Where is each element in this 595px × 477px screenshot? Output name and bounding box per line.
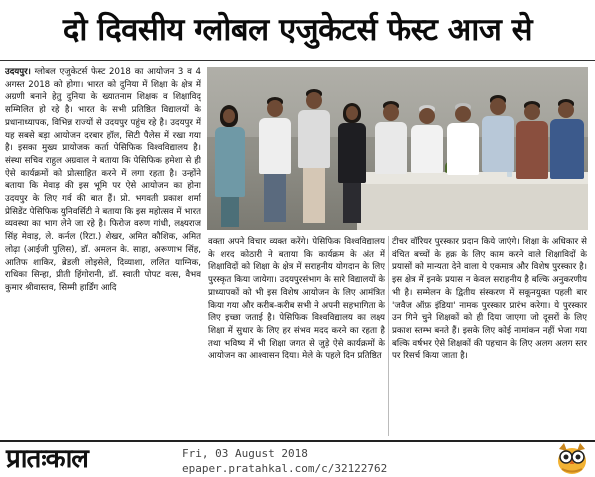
- article-text-1: ग्लोबल एजुकेटर्स फेस्ट 2018 का आयोजन 3 व 4 अगस्त 2018 को होगा। भारत को दुनिया में शिक्षा के क्षेत्र में अग्रणी बनाने हेतु दुनिया के ख्यातनाम शिक्षक व शिक्षाविद् सम्मिलित हो रहे है। भारत के सभी प्रतिष्ठित विद्यालयों के प्रधानाध्यापक, विभिन्न राज्यों से उदयपुर पहुंच रहे है। उदयपुर में यह सबसे बड़ा आयोजन दरबार हॉल, सिटी पैलेस में रखा गया है। इसका मुख्य प्रायोजक कर्ता पेसिफिक विश्वविद्यालय है। संस्था सचिव राहुल अग्रवाल ने बताया कि पेसिफिक हमेशा से ही ऐसे कार्यक्रमों को प्रोत्साहित करने में लगा रहता है। उन्होंने बताया कि मेवाड़ की इस भूमि पर ऐसे आयोजन का होना उदयपुर के लिए गर्व की बात हैं। प्रो. भगवती प्रकाश शर्मा प्रेसिडेंट पेसिफिक युनिवर्सिटी ने बताया कि इस महोत्सव में भारत व्यवस्था का भाग लेने जा रहे है। फिरोज वरुण गांधी, लक्ष्यराज सिंह मेवाड़, ले. कर्नल (रिटा.) शेखर, अमित कौशिक, अमित लोढ़ा (आईजी पुलिस), डॉ. अमलन के. साहा, अरूणाभ सिंह, आतिफ शाकिर, ब्रेडली लोइसेले, दिव्याशा, ललित याग्निक, राधिका सिन्हा, प्रीती हिंगोरानी, डॉ. स्वाती पोपट वत्स, वैभव कुमार श्रीवास्तव, सिम्मी हार्डिंग आदि: [5, 67, 201, 293]
- headline: दो दिवसीय ग्लोबल एजुकेटर्स फेस्ट आज से: [62, 12, 533, 48]
- edition-date: Fri, 03 August 2018: [182, 447, 308, 460]
- article-column-3: [392, 236, 587, 436]
- article-column-1: [5, 66, 201, 437]
- newspaper-masthead: प्रातःकाल: [6, 444, 88, 474]
- article-text-2: वक्ता अपने विचार व्यक्त करेंगे। पेसिफिक विश्वविद्यालय के शरद कोठारी ने बताया कि कार्यक्रम के अंत में शिक्षाविदों को शिक्षा के क्षेत्र में सराहनीय योगदान के लिए पुरस्कृत किया जायेगा। उदयपुरसंभाग के सारे विद्यालयों के प्राध्यापकों को भी इस विशेष आयोजन के लिए आमंत्रित किया गया और करीब-करीब सभी ने अपनी सहभागिता के लिए इच्छा जताई है। पेसिफिक विश्वविद्यालय का लक्ष्य शिक्षा में सुधार के लिए हर संभव मदद करने का रहता है तथा भविष्य में भी शिक्षा जगत से जुड़े ऐसे कार्यक्रमों के आयोजन का आश्वासन दिया। मेले के पहले दिन प्रतिष्ठित: [208, 237, 385, 362]
- headline-divider: [0, 60, 595, 61]
- event-photo: [207, 67, 588, 230]
- dateline-city: उदयपुर।: [5, 67, 31, 77]
- footer-divider: [0, 440, 595, 442]
- epaper-url[interactable]: epaper.pratahkal.com/c/32122762: [182, 462, 388, 475]
- owl-mascot-icon: [554, 441, 590, 475]
- column-divider: [388, 236, 389, 436]
- article-text-3: टीचर वॉरियर पुरस्कार प्रदान किये जाएंगे। शिक्षा के अधिकार से वंचित बच्चों के हक़ के लिए काम करने वाले शिक्षाविदों के प्रयासों को मान्यता देने वाला ये एकमात्र और विशेष पुरस्कार है। इस क्षेत्र में इनके प्रयास न केवल सराहनीय है बल्कि अनुकरणीय भी है। सम्मेलन के द्वितीय संस्करण में सकूनयुक्त पहली बार 'जवैज ऑफ़ इंडिया' नामक पुरस्कार प्रारंभ करेगा। ये पुरस्कार उन गिने चुने शिक्षकों को ही दिया जाएगा जो दूसरों के लिए प्रकाश स्तम्भ बनते हैं। इसके लिए कोई नामांकन नहीं भेजा गया बल्कि वर्षभर ऐसे शिक्षकों की पहचान के लिए अलग अलग स्तर पर रिसर्च किया जाता है।: [392, 237, 587, 362]
- article-column-2: [208, 236, 385, 436]
